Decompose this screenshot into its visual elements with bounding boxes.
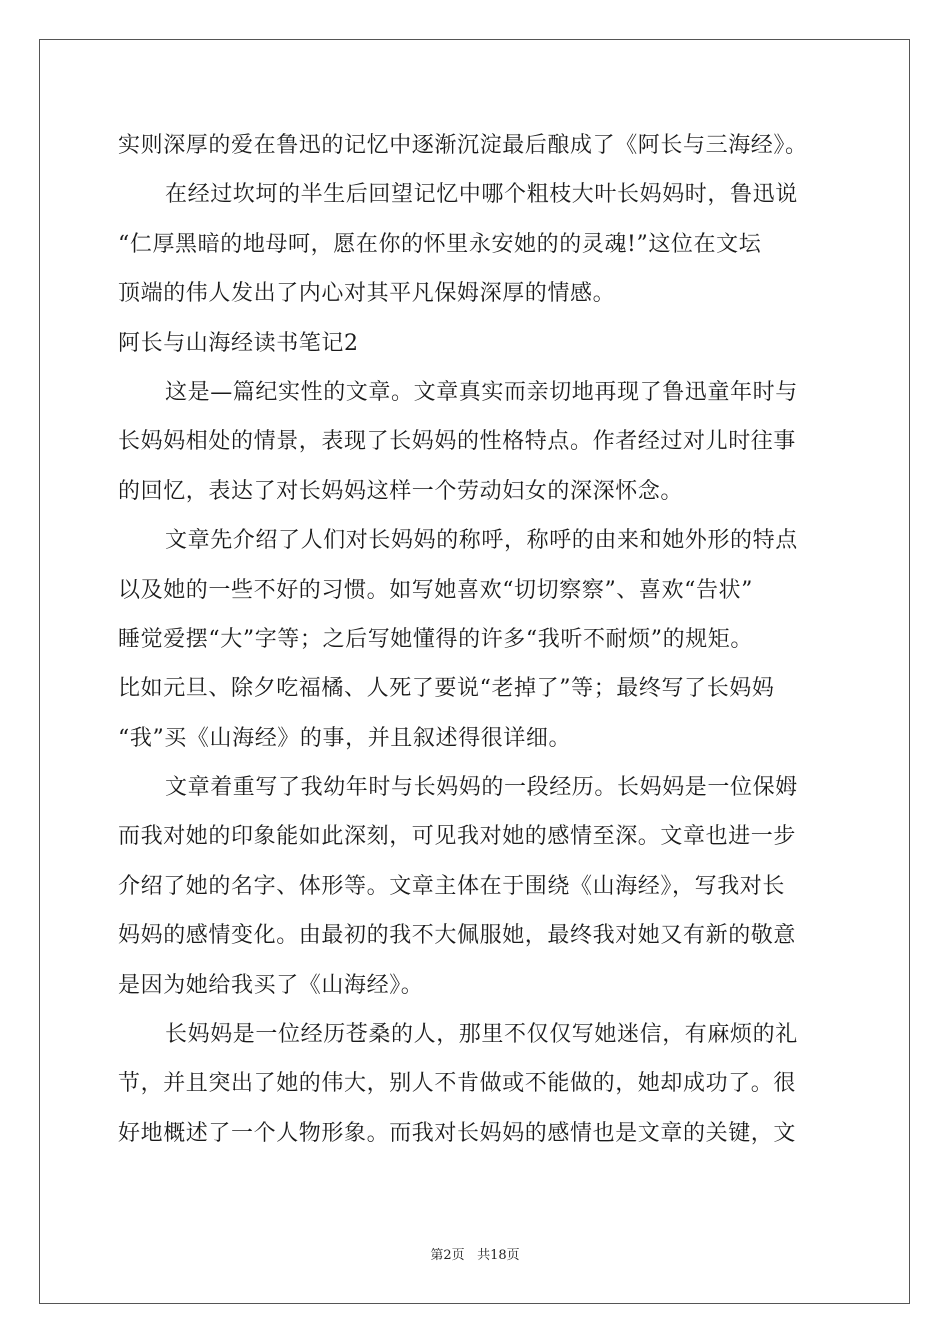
text-line: 长妈妈是一位经历苍桑的人，那里不仅仅写她迷信，有麻烦的礼 (165, 1022, 798, 1048)
text-line: “我”买《山海经》的事，并且叙述得很详细。 (118, 725, 572, 751)
text-line: 以及她的一些不好的习惯。如写她喜欢“切切察察”、喜欢“告状” (118, 577, 753, 603)
page-footer (0, 1244, 950, 1263)
text-line: 实则深厚的爱在鲁迅的记忆中逐渐沉淀最后酿成了《阿长与三海经》。 (118, 133, 808, 158)
text-line: 好地概述了一个人物形象。而我对长妈妈的感情也是文章的关键，文 (118, 1120, 797, 1146)
text-line: 而我对她的印象能如此深刻，可见我对她的感情至深。文章也进一步 (118, 824, 797, 850)
text-line: 顶端的伟人发出了内心对其平凡保姆深厚的情感。 (118, 281, 616, 307)
page-number: 第2页 (430, 1248, 465, 1263)
text-line: 节，并且突出了她的伟大，别人不肯做或不能做的，她却成功了。很 (118, 1071, 797, 1097)
text-line: “仁厚黑暗的地母呵，愿在你的怀里永安她的的灵魂!”这位在文坛 (118, 231, 762, 257)
text-line: 文章先介绍了人们对长妈妈的称呼，称呼的由来和她外形的特点 (165, 528, 798, 554)
text-line: 长妈妈相处的情景，表现了长妈妈的性格特点。作者经过对儿时往事 (118, 429, 797, 455)
text-line: 是因为她给我买了《山海经》。 (118, 972, 424, 998)
text-line: 这是—篇纪实性的文章。文章真实而亲切地再现了鲁迅童年时与 (165, 379, 798, 405)
text-line: 文章着重写了我幼年时与长妈妈的一段经历。长妈妈是一位保姆 (165, 775, 798, 801)
text-line: 介绍了她的名字、体形等。文章主体在于围绕《山海经》，写我对长 (118, 873, 786, 899)
text-line: 睡觉爱摆“大”字等；之后写她懂得的许多“我听不耐烦”的规矩。 (118, 626, 753, 652)
page-total: 共18页 (477, 1248, 520, 1263)
text-line: 比如元旦、除夕吃福橘、人死了要说“老掉了”等；最终写了长妈妈 (118, 676, 775, 702)
text-line: 的回忆，表达了对长妈妈这样一个劳动妇女的深深怀念。 (118, 478, 684, 504)
document-body (118, 121, 838, 1158)
text-line: 阿长与山海经读书笔记2 (118, 330, 359, 356)
text-line: 妈妈的感情变化。由最初的我不大佩服她，最终我对她又有新的敬意 (118, 923, 797, 949)
text-line: 在经过坎坷的半生后回望记忆中哪个粗枝大叶长妈妈时，鲁迅说 (165, 182, 798, 208)
